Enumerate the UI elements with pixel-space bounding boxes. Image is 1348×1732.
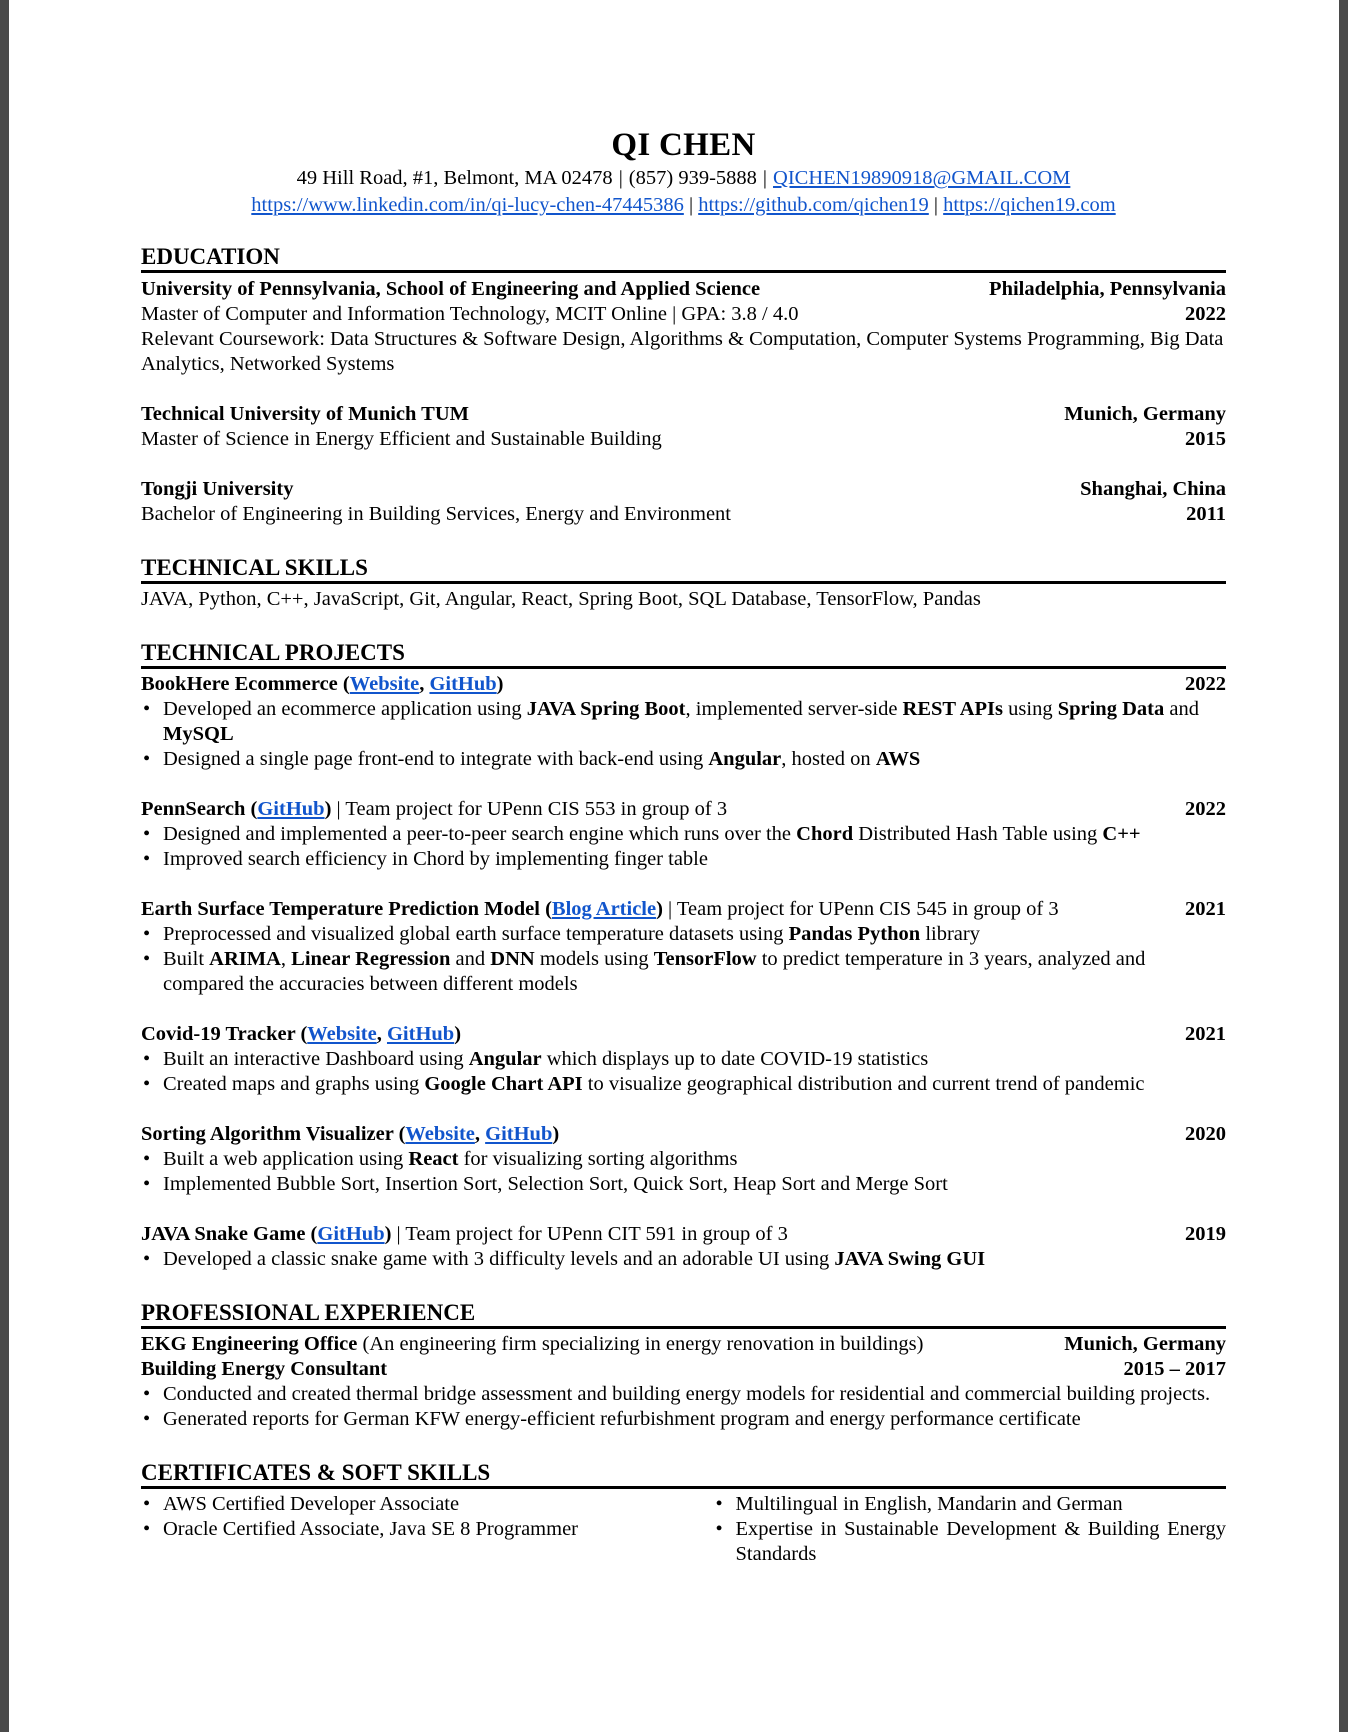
bullet-text: using [1003, 698, 1058, 720]
bullet-bold: Angular [468, 1048, 542, 1070]
project-bullets [141, 697, 1226, 772]
paren-close: ) [656, 898, 663, 920]
bullet-text: Preprocessed and visualized global earth surface temperature datasets using [163, 923, 789, 945]
bullet-text: Built an interactive Dashboard using [163, 1048, 469, 1070]
bullet-text: for visualizing sorting algorithms [458, 1148, 738, 1170]
section-title-certificates: CERTIFICATES & SOFT SKILLS [141, 1460, 1226, 1489]
paren-close: ) [552, 1123, 560, 1145]
project-header [141, 897, 1226, 922]
candidate-name: QI CHEN [611, 127, 756, 163]
bullet-item [141, 1247, 1226, 1272]
school-row [141, 277, 1226, 302]
education-entry [141, 477, 1226, 527]
skills-section [141, 555, 1226, 612]
bullet-text: , implemented server-side [685, 698, 903, 720]
section-title-projects: TECHNICAL PROJECTS [141, 640, 1226, 669]
school-name: University of Pennsylvania, School of Engineering and Applied Science [141, 278, 761, 300]
degree: Master of Computer and Information Technology, MCIT Online | GPA: 3.8 / 4.0 [141, 303, 799, 325]
degree-row [141, 427, 1226, 452]
project-title [141, 1222, 788, 1247]
company-row [141, 1332, 1226, 1357]
school-row [141, 402, 1226, 427]
project-desc: | Team project for UPenn CIS 553 in group of 3 [331, 798, 728, 820]
bullet-item [141, 822, 1226, 847]
role-title: Building Energy Consultant [141, 1358, 388, 1380]
bullet-text: Built a web application using [163, 1148, 409, 1170]
bullet-bold: React [408, 1148, 459, 1170]
paren-open: ( [245, 798, 258, 820]
project-github-link[interactable]: GitHub [386, 1023, 455, 1045]
certificates-left [141, 1492, 684, 1567]
project-entry [141, 1022, 1226, 1097]
github-link[interactable]: https://github.com/qichen19 [698, 194, 929, 216]
bullet-text: Developed an ecommerce application using [163, 698, 527, 720]
certificates-section [141, 1460, 1226, 1567]
separator: | [688, 194, 694, 216]
project-entry [141, 672, 1226, 772]
bullet-bold: Linear Regression [291, 948, 451, 970]
section-title-experience: PROFESSIONAL EXPERIENCE [141, 1300, 1226, 1329]
bullet-item [141, 847, 1226, 872]
school-location: Shanghai, China [1080, 478, 1226, 500]
bullet-text: to visualize geographical distribution and current trend of pandemic [582, 1073, 1145, 1095]
bullet-item [141, 1172, 1226, 1197]
project-github-link[interactable]: GitHub [257, 798, 325, 820]
phone: (857) 939-5888 [628, 167, 757, 189]
bullet-bold: JAVA Spring Boot [526, 698, 686, 720]
project-entry [141, 1222, 1226, 1272]
bullet-item [141, 1407, 1226, 1432]
bullet-text: library [920, 923, 980, 945]
project-bullets [141, 822, 1226, 872]
project-entry [141, 797, 1226, 872]
project-entry [141, 1122, 1226, 1197]
project-bullets [141, 1247, 1226, 1272]
project-desc: | Team project for UPenn CIT 591 in group of 3 [391, 1223, 788, 1245]
company-name: EKG Engineering Office [141, 1333, 358, 1355]
project-header [141, 1022, 1226, 1047]
project-website-link[interactable]: Website [307, 1023, 377, 1045]
school-location: Munich, Germany [1064, 403, 1226, 425]
project-title [141, 672, 504, 697]
bullet-item [141, 1147, 1226, 1172]
education-entry [141, 402, 1226, 452]
bullet-text: models using [534, 948, 654, 970]
project-header [141, 672, 1226, 697]
school-name: Technical University of Munich TUM [141, 403, 470, 425]
bullet-text: Improved search efficiency in Chord by implementing finger table [163, 848, 708, 870]
experience-section [141, 1300, 1226, 1432]
school-name: Tongji University [141, 478, 294, 500]
bullet-item [141, 1072, 1226, 1097]
paren-close: ) [454, 1023, 462, 1045]
project-github-link[interactable]: GitHub [485, 1123, 553, 1145]
bullet-text: Created maps and graphs using [163, 1073, 425, 1095]
bullet-bold: Angular [708, 748, 782, 770]
separator: | [618, 167, 623, 189]
project-website-link[interactable]: Website [405, 1123, 475, 1145]
bullet-item [141, 1047, 1226, 1072]
degree-year: 2022 [1185, 303, 1226, 325]
bullet-text: and [1164, 698, 1199, 720]
degree-row [141, 302, 1226, 327]
bullet-bold: REST APIs [902, 698, 1004, 720]
bullet-text: Multilingual in English, Mandarin and German [735, 1493, 1123, 1515]
school-row [141, 477, 1226, 502]
bullet-item [714, 1492, 1227, 1517]
bullet-bold: Spring Data [1057, 698, 1165, 720]
project-desc: | Team project for UPenn CIS 545 in group of 3 [662, 898, 1059, 920]
website-link[interactable]: https://qichen19.com [943, 194, 1116, 216]
project-header [141, 1222, 1226, 1247]
paren-close: ) [496, 673, 504, 695]
bullet-bold: AWS [875, 748, 921, 770]
project-bullets [141, 922, 1226, 997]
bullet-bold: JAVA Swing GUI [834, 1248, 986, 1270]
bullet-item [141, 922, 1226, 947]
bullet-item [141, 947, 1226, 997]
separator: | [933, 194, 939, 216]
bullet-text: Oracle Certified Associate, Java SE 8 Programmer [163, 1518, 578, 1540]
bullet-item [714, 1517, 1227, 1567]
company-location: Munich, Germany [1064, 1333, 1226, 1355]
company-line [141, 1332, 923, 1357]
comma: , [419, 673, 430, 695]
address: 49 Hill Road, #1, Belmont, MA 02478 [296, 167, 613, 189]
project-header [141, 797, 1226, 822]
project-bullets [141, 1047, 1226, 1097]
project-year: 2021 [1185, 1023, 1226, 1045]
bullet-text: Distributed Hash Table using [853, 823, 1103, 845]
skills-list: JAVA, Python, C++, JavaScript, Git, Angular, React, Spring Boot, SQL Database, TensorFlow, Pandas [141, 588, 981, 610]
experience-entry [141, 1332, 1226, 1432]
project-name: Covid-19 Tracker [141, 1023, 296, 1045]
project-title [141, 897, 1059, 922]
project-year: 2020 [1185, 1123, 1226, 1145]
bullet-text: Implemented Bubble Sort, Insertion Sort, Selection Sort, Quick Sort, Heap Sort and Merge Sort [163, 1173, 948, 1195]
paren-close: ) [324, 798, 332, 820]
bullet-text: , [280, 948, 292, 970]
certificates-columns [141, 1492, 1226, 1567]
bullet-text: Designed and implemented a peer-to-peer search engine which runs over the [163, 823, 797, 845]
section-title-skills: TECHNICAL SKILLS [141, 555, 1226, 584]
bullet-text: which displays up to date COVID-19 statistics [541, 1048, 929, 1070]
certificates-right [684, 1492, 1227, 1567]
project-title [141, 797, 727, 822]
bullet-item [141, 747, 1226, 772]
education-section [141, 244, 1226, 527]
comma: , [376, 1023, 387, 1045]
project-name: Sorting Algorithm Visualizer [141, 1123, 394, 1145]
bullet-item [141, 1517, 684, 1542]
school-location: Philadelphia, Pennsylvania [989, 278, 1226, 300]
bullet-bold: Chord [796, 823, 854, 845]
degree-row [141, 502, 1226, 527]
bullet-text: AWS Certified Developer Associate [163, 1493, 460, 1515]
projects-section [141, 640, 1226, 1272]
bullet-text: Developed a classic snake game with 3 difficulty levels and an adorable UI using [163, 1248, 835, 1270]
bullet-text: and [450, 948, 491, 970]
resume-page [9, 0, 1339, 1732]
project-name: BookHere Ecommerce [141, 673, 338, 695]
project-blog-link[interactable]: Blog Article [551, 898, 657, 920]
project-year: 2022 [1185, 798, 1226, 820]
project-year: 2019 [1185, 1223, 1226, 1245]
bullet-item [141, 697, 1226, 747]
project-title [141, 1122, 559, 1147]
bullet-text: Generated reports for German KFW energy-efficient refurbishment program and energy performance certificate [163, 1408, 1081, 1430]
company-desc: (An engineering firm specializing in energy renovation in buildings) [357, 1333, 924, 1355]
bullet-text: , hosted on [781, 748, 876, 770]
role-dates: 2015 – 2017 [1123, 1358, 1226, 1380]
project-website-link[interactable]: Website [349, 673, 420, 695]
project-title [141, 1022, 461, 1047]
bullet-bold: TensorFlow [653, 948, 757, 970]
experience-bullets [141, 1382, 1226, 1432]
paren-open: ( [337, 673, 350, 695]
bullet-text: Built [163, 948, 210, 970]
project-github-link[interactable]: GitHub [317, 1223, 385, 1245]
bullet-bold: ARIMA [209, 948, 281, 970]
project-entry [141, 897, 1226, 997]
bullet-text: to predict temperature in 3 years, analyzed and compared the accuracies between different models [163, 948, 1146, 995]
bullet-text: Conducted and created thermal bridge assessment and building energy models for residential and commercial building projects. [163, 1383, 1211, 1405]
coursework: Relevant Coursework: Data Structures & Software Design, Algorithms & Computation, Computer Systems Programming, Big Data Analytics, Networked Systems [141, 328, 1224, 375]
paren-open: ( [295, 1023, 308, 1045]
linkedin-link[interactable]: https://www.linkedin.com/in/qi-lucy-chen-47445386 [251, 194, 684, 216]
bullet-bold: C++ [1102, 823, 1141, 845]
paren-close: ) [384, 1223, 392, 1245]
bullet-bold: MySQL [163, 723, 234, 745]
bullet-item [141, 1382, 1226, 1407]
bullet-bold: DNN [490, 948, 535, 970]
bullet-item [141, 1492, 684, 1517]
bullet-text: Designed a single page front-end to integrate with back-end using [163, 748, 709, 770]
paren-open: ( [539, 898, 552, 920]
education-entry [141, 277, 1226, 377]
resume-header [141, 126, 1226, 218]
bullet-bold: Google Chart API [424, 1073, 583, 1095]
project-name: Earth Surface Temperature Prediction Model [141, 898, 540, 920]
bullet-bold: Pandas Python [788, 923, 921, 945]
degree: Bachelor of Engineering in Building Services, Energy and Environment [141, 503, 731, 525]
bullet-text: Expertise in Sustainable Development & Building Energy Standards [735, 1518, 1226, 1565]
paren-open: ( [393, 1123, 406, 1145]
degree-year: 2011 [1186, 503, 1226, 525]
project-header [141, 1122, 1226, 1147]
degree: Master of Science in Energy Efficient and Sustainable Building [141, 428, 662, 450]
email-link[interactable]: QICHEN19890918@GMAIL.COM [773, 167, 1071, 189]
comma: , [474, 1123, 486, 1145]
separator: | [762, 167, 768, 189]
section-title-education: EDUCATION [141, 244, 1226, 273]
project-github-link[interactable]: GitHub [429, 673, 497, 695]
links-line [141, 193, 1226, 218]
project-year: 2022 [1185, 673, 1226, 695]
project-name: PennSearch [141, 798, 246, 820]
project-name: JAVA Snake Game [141, 1223, 306, 1245]
degree-year: 2015 [1185, 428, 1226, 450]
resume-content [141, 126, 1226, 1567]
project-year: 2021 [1185, 898, 1226, 920]
role-row [141, 1357, 1226, 1382]
project-bullets [141, 1147, 1226, 1197]
paren-open: ( [305, 1223, 318, 1245]
contact-line [141, 164, 1226, 193]
